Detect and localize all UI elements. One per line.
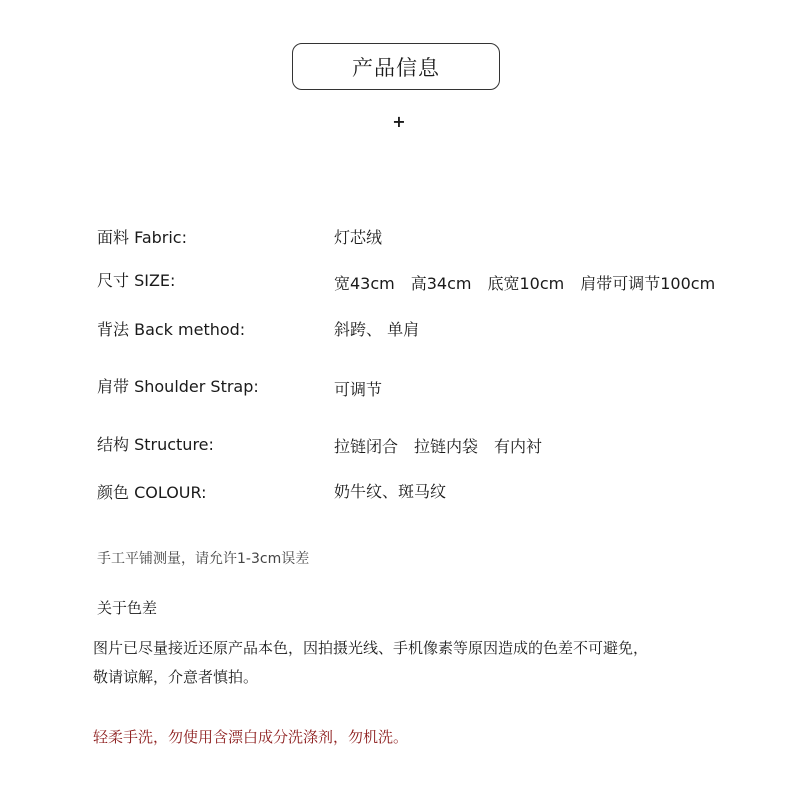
color-difference-line: 敬请谅解，介意者慎拍。	[93, 668, 259, 686]
title-box	[292, 43, 500, 90]
spec-label-colour: 颜色 COLOUR:	[97, 483, 207, 502]
spec-row-back-method	[0, 317, 800, 343]
spec-value-shoulder-strap: 可调节	[334, 380, 383, 399]
spec-label-shoulder-strap: 肩带 Shoulder Strap:	[97, 377, 259, 396]
measurement-note: 手工平铺测量，请允许1-3cm误差	[97, 551, 310, 567]
spec-row-fabric	[0, 225, 800, 251]
washing-instruction: 轻柔手洗，勿使用含漂白成分洗涤剂，勿机洗。	[93, 728, 409, 746]
spec-label-fabric: 面料 Fabric:	[97, 228, 187, 247]
spec-label-size: 尺寸 SIZE:	[97, 271, 176, 290]
spec-row-colour	[0, 480, 800, 506]
spec-value-fabric: 灯芯绒	[334, 228, 383, 247]
color-difference-heading: 关于色差	[97, 599, 158, 617]
page-title: 产品信息	[352, 55, 440, 80]
spec-value-structure: 拉链闭合 拉链内袋 有内衬	[334, 437, 543, 456]
plus-icon: +	[392, 112, 406, 131]
color-difference-paragraph	[93, 634, 648, 692]
spec-value-size: 宽43cm 高34cm 底宽10cm 肩带可调节100cm	[334, 274, 716, 293]
spec-label-back-method: 背法 Back method:	[97, 320, 246, 339]
spec-row-shoulder-strap	[0, 374, 800, 400]
spec-row-size	[0, 268, 800, 294]
spec-value-colour: 奶牛纹、斑马纹	[334, 482, 447, 501]
spec-label-structure: 结构 Structure:	[97, 435, 214, 454]
spec-value-back-method: 斜跨、 单肩	[334, 320, 420, 339]
color-difference-line: 图片已尽量接近还原产品本色，因拍摄光线、手机像素等原因造成的色差不可避免，	[93, 639, 649, 657]
spec-row-structure	[0, 432, 800, 458]
